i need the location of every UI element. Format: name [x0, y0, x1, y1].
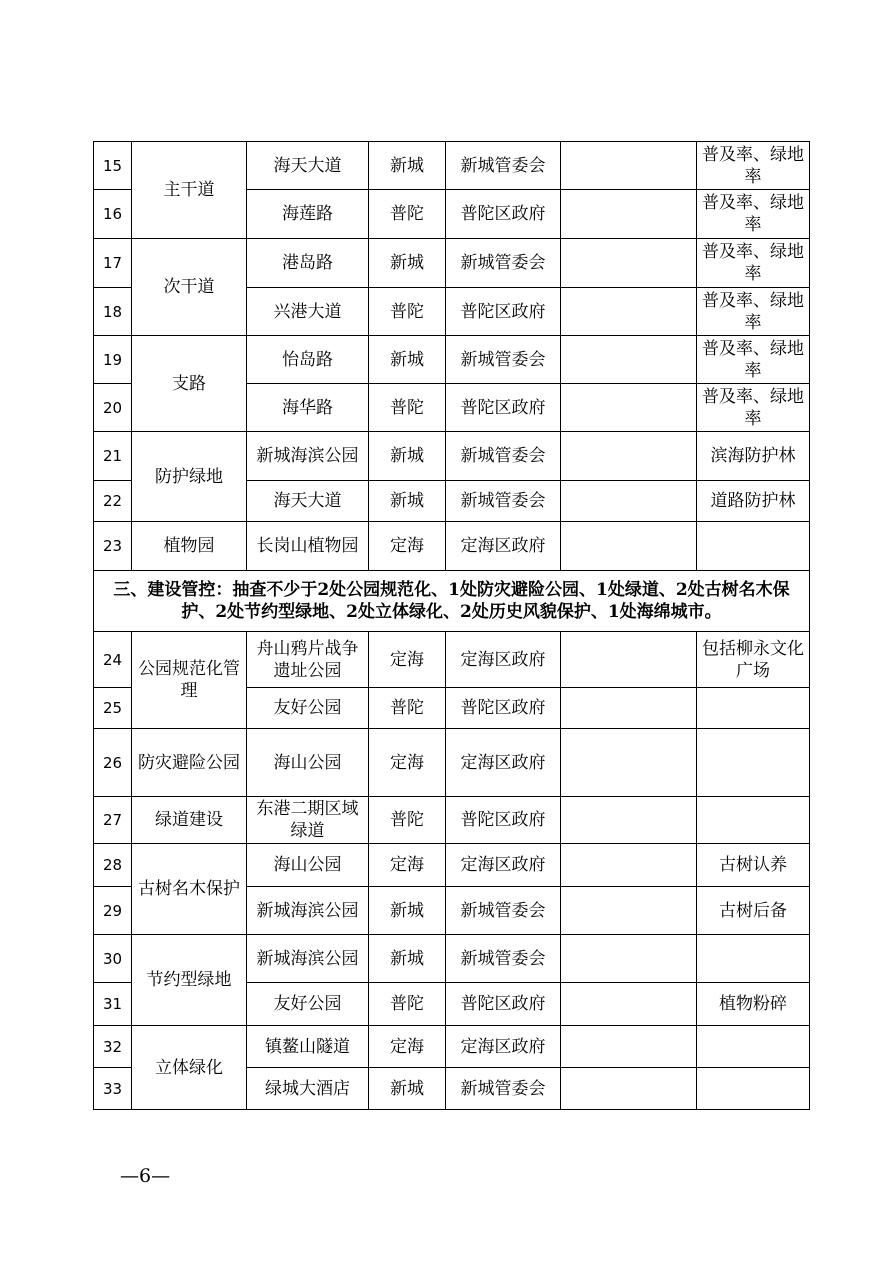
empty-cell [561, 1026, 697, 1068]
location-cell: 海天大道 [247, 481, 369, 522]
category-cell: 节约型绿地 [132, 935, 247, 1026]
remark-cell: 普及率、绿地率 [697, 336, 810, 384]
category-cell: 主干道 [132, 142, 247, 239]
remark-cell: 普及率、绿地率 [697, 142, 810, 190]
district-cell: 普陀 [369, 797, 446, 844]
location-cell: 海天大道 [247, 142, 369, 190]
remark-cell: 植物粉碎 [697, 983, 810, 1026]
table-row [94, 336, 810, 384]
remark-cell [697, 522, 810, 571]
empty-cell [561, 797, 697, 844]
row-number-cell: 28 [94, 844, 132, 887]
row-number-cell: 29 [94, 887, 132, 935]
table-body-road-and-protection [94, 142, 810, 571]
district-cell: 新城 [369, 1068, 446, 1110]
empty-cell [561, 887, 697, 935]
location-cell: 友好公园 [247, 688, 369, 729]
district-cell: 新城 [369, 935, 446, 983]
row-number-cell: 31 [94, 983, 132, 1026]
table-row [94, 522, 810, 571]
row-number-cell: 25 [94, 688, 132, 729]
empty-cell [561, 384, 697, 432]
remark-cell: 道路防护林 [697, 481, 810, 522]
row-number-cell: 22 [94, 481, 132, 522]
category-cell: 植物园 [132, 522, 247, 571]
location-cell: 海山公园 [247, 844, 369, 887]
remark-cell [697, 1068, 810, 1110]
district-cell: 新城 [369, 142, 446, 190]
responsible-dept-cell: 定海区政府 [446, 1026, 561, 1068]
remark-cell: 普及率、绿地率 [697, 384, 810, 432]
responsible-dept-cell: 新城管委会 [446, 239, 561, 288]
empty-cell [561, 688, 697, 729]
empty-cell [561, 522, 697, 571]
empty-cell [561, 632, 697, 688]
responsible-dept-cell: 新城管委会 [446, 142, 561, 190]
remark-cell: 普及率、绿地率 [697, 239, 810, 288]
responsible-dept-cell: 普陀区政府 [446, 983, 561, 1026]
district-cell: 新城 [369, 239, 446, 288]
row-number-cell: 24 [94, 632, 132, 688]
responsible-dept-cell: 定海区政府 [446, 522, 561, 571]
table-body-construction-control [94, 632, 810, 1110]
row-number-cell: 18 [94, 288, 132, 336]
section-row [94, 571, 810, 632]
remark-cell: 古树认养 [697, 844, 810, 887]
location-cell: 绿城大酒店 [247, 1068, 369, 1110]
responsible-dept-cell: 新城管委会 [446, 887, 561, 935]
table-row [94, 632, 810, 688]
empty-cell [561, 432, 697, 481]
category-cell: 古树名木保护 [132, 844, 247, 935]
location-cell: 镇鳌山隧道 [247, 1026, 369, 1068]
responsible-dept-cell: 普陀区政府 [446, 288, 561, 336]
remark-cell: 普及率、绿地率 [697, 190, 810, 239]
remark-cell [697, 729, 810, 797]
district-cell: 定海 [369, 632, 446, 688]
empty-cell [561, 142, 697, 190]
remark-cell: 滨海防护林 [697, 432, 810, 481]
section-three-heading: 三、建设管控：抽查不少于2处公园规范化、1处防灾避险公园、1处绿道、2处古树名木保护、2处节约型绿地、2处立体绿化、2处历史风貌保护、1处海绵城市。 [94, 571, 810, 632]
remark-cell: 普及率、绿地率 [697, 288, 810, 336]
district-cell: 普陀 [369, 688, 446, 729]
location-cell: 新城海滨公园 [247, 887, 369, 935]
row-number-cell: 30 [94, 935, 132, 983]
empty-cell [561, 729, 697, 797]
row-number-cell: 32 [94, 1026, 132, 1068]
location-cell: 怡岛路 [247, 336, 369, 384]
district-cell: 定海 [369, 1026, 446, 1068]
responsible-dept-cell: 新城管委会 [446, 432, 561, 481]
table-row [94, 1026, 810, 1068]
district-cell: 普陀 [369, 983, 446, 1026]
district-cell: 普陀 [369, 288, 446, 336]
district-cell: 新城 [369, 432, 446, 481]
row-number-cell: 19 [94, 336, 132, 384]
row-number-cell: 33 [94, 1068, 132, 1110]
category-cell: 立体绿化 [132, 1026, 247, 1110]
empty-cell [561, 844, 697, 887]
empty-cell [561, 935, 697, 983]
table-row [94, 844, 810, 887]
section-three-body [94, 571, 810, 632]
table-row [94, 729, 810, 797]
row-number-cell: 23 [94, 522, 132, 571]
row-number-cell: 15 [94, 142, 132, 190]
table-row [94, 935, 810, 983]
responsible-dept-cell: 新城管委会 [446, 935, 561, 983]
table-row [94, 432, 810, 481]
table-row [94, 142, 810, 190]
table-row [94, 797, 810, 844]
category-cell: 次干道 [132, 239, 247, 336]
page-number: —6— [120, 1165, 171, 1187]
remark-cell [697, 1026, 810, 1068]
remark-cell: 包括柳永文化广场 [697, 632, 810, 688]
row-number-cell: 17 [94, 239, 132, 288]
remark-cell [697, 797, 810, 844]
district-cell: 新城 [369, 336, 446, 384]
location-cell: 长岗山植物园 [247, 522, 369, 571]
remark-cell [697, 688, 810, 729]
row-number-cell: 27 [94, 797, 132, 844]
empty-cell [561, 239, 697, 288]
table-row [94, 239, 810, 288]
inspection-table [93, 141, 810, 1110]
district-cell: 普陀 [369, 190, 446, 239]
responsible-dept-cell: 新城管委会 [446, 1068, 561, 1110]
responsible-dept-cell: 普陀区政府 [446, 688, 561, 729]
location-cell: 兴港大道 [247, 288, 369, 336]
remark-cell [697, 935, 810, 983]
location-cell: 友好公园 [247, 983, 369, 1026]
empty-cell [561, 983, 697, 1026]
row-number-cell: 26 [94, 729, 132, 797]
responsible-dept-cell: 定海区政府 [446, 844, 561, 887]
empty-cell [561, 190, 697, 239]
responsible-dept-cell: 定海区政府 [446, 632, 561, 688]
empty-cell [561, 288, 697, 336]
location-cell: 新城海滨公园 [247, 935, 369, 983]
location-cell: 港岛路 [247, 239, 369, 288]
location-cell: 海山公园 [247, 729, 369, 797]
category-cell: 公园规范化管理 [132, 632, 247, 729]
category-cell: 支路 [132, 336, 247, 432]
district-cell: 新城 [369, 481, 446, 522]
row-number-cell: 16 [94, 190, 132, 239]
responsible-dept-cell: 定海区政府 [446, 729, 561, 797]
responsible-dept-cell: 新城管委会 [446, 336, 561, 384]
location-cell: 海华路 [247, 384, 369, 432]
district-cell: 普陀 [369, 384, 446, 432]
district-cell: 定海 [369, 729, 446, 797]
location-cell: 新城海滨公园 [247, 432, 369, 481]
district-cell: 定海 [369, 844, 446, 887]
category-cell: 绿道建设 [132, 797, 247, 844]
district-cell: 新城 [369, 887, 446, 935]
empty-cell [561, 336, 697, 384]
responsible-dept-cell: 新城管委会 [446, 481, 561, 522]
responsible-dept-cell: 普陀区政府 [446, 384, 561, 432]
location-cell: 东港二期区域绿道 [247, 797, 369, 844]
category-cell: 防灾避险公园 [132, 729, 247, 797]
remark-cell: 古树后备 [697, 887, 810, 935]
responsible-dept-cell: 普陀区政府 [446, 190, 561, 239]
empty-cell [561, 481, 697, 522]
responsible-dept-cell: 普陀区政府 [446, 797, 561, 844]
location-cell: 舟山鸦片战争遗址公园 [247, 632, 369, 688]
row-number-cell: 21 [94, 432, 132, 481]
category-cell: 防护绿地 [132, 432, 247, 522]
row-number-cell: 20 [94, 384, 132, 432]
location-cell: 海莲路 [247, 190, 369, 239]
empty-cell [561, 1068, 697, 1110]
district-cell: 定海 [369, 522, 446, 571]
